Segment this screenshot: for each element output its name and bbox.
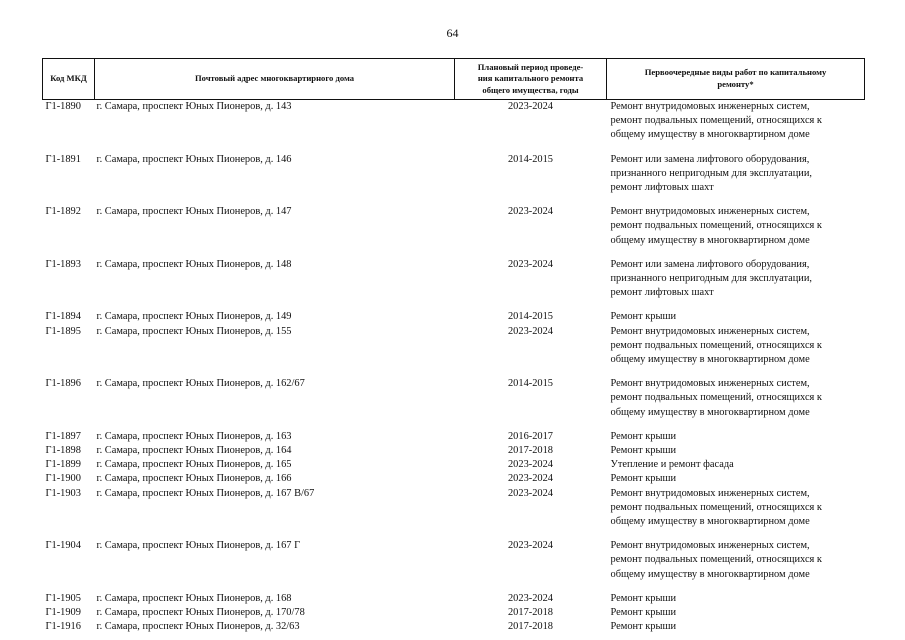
repair-period: 2023-2024 [507,487,554,499]
building-code: Г1-1900 [45,473,81,485]
header-works [607,59,865,100]
repair-period: 2017-2018 [507,621,554,633]
repair-works-line: Ремонт крыши [610,430,677,442]
postal-address: г. Самара, проспект Юных Пионеров, д. 163 [96,430,292,442]
repair-works-line: признанного непригодным для эксплуатации, [610,273,813,285]
postal-address: г. Самара, проспект Юных Пионеров, д. 149 [96,311,292,323]
table-row [43,100,865,153]
building-code: Г1-1903 [45,487,81,499]
repair-works [607,430,865,444]
repair-period: 2023-2024 [507,258,554,270]
table-row [43,377,865,430]
header-works-line: Первоочередные виды работ по капитальному [644,67,827,78]
building-code: Г1-1891 [45,153,81,165]
postal-address: г. Самара, проспект Юных Пионеров, д. 143 [96,101,292,112]
repair-works-line: ремонт подвальных помещений, относящихся к [610,554,822,566]
repair-works-line: общему имуществу в многоквартирном доме [610,354,810,366]
repair-period: 2023-2024 [507,101,554,112]
postal-address: г. Самара, проспект Юных Пионеров, д. 147 [96,206,292,218]
repair-works [607,472,865,486]
repair-works-line: Ремонт внутридомовых инженерных систем, [610,487,810,499]
repair-works-line: Ремонт внутридомовых инженерных систем, [610,540,810,552]
repair-period: 2023-2024 [507,459,554,471]
page-number: 64 [446,26,459,40]
postal-address: г. Самара, проспект Юных Пионеров, д. 166 [96,473,292,485]
repair-period: 2016-2017 [507,430,554,442]
building-code: Г1-1897 [45,430,81,442]
building-code: Г1-1890 [45,101,81,112]
repair-works-line: общему имуществу в многоквартирном доме [610,234,810,246]
repair-works [607,100,865,153]
repair-works [607,606,865,620]
table-row [43,592,865,606]
repair-works-line: общему имуществу в многоквартирном доме [610,568,810,580]
table-row [43,258,865,311]
header-period [455,59,607,100]
postal-address: г. Самара, проспект Юных Пионеров, д. 148 [96,258,292,270]
repair-works [607,539,865,592]
repair-works-line: Ремонт крыши [610,621,677,633]
postal-address: г. Самара, проспект Юных Пионеров, д. 168 [96,592,292,604]
repair-works [607,377,865,430]
building-code: Г1-1892 [45,206,81,218]
repair-works-line: Ремонт внутридомовых инженерных систем, [610,206,810,218]
repair-period: 2014-2015 [507,378,554,390]
repair-works [607,458,865,472]
repair-period: 2023-2024 [507,592,554,604]
repair-works-line: Ремонт внутридомовых инженерных систем, [610,378,810,390]
repair-works-line: ремонт подвальных помещений, относящихся к [610,115,822,127]
repair-registry-table [42,58,865,635]
postal-address: г. Самара, проспект Юных Пионеров, д. 32/63 [96,621,300,633]
postal-address: г. Самара, проспект Юных Пионеров, д. 162/67 [96,378,305,390]
repair-works-line: Ремонт крыши [610,592,677,604]
repair-period: 2014-2015 [507,311,554,323]
repair-works-line: общему имуществу в многоквартирном доме [610,129,810,141]
repair-works-line: общему имуществу в многоквартирном доме [610,516,810,528]
repair-works-line: Утепление и ремонт фасада [610,459,734,471]
table-header-row [43,59,865,100]
table-row [43,444,865,458]
table-row [43,458,865,472]
repair-works-line: Ремонт внутридомовых инженерных систем, [610,101,810,112]
repair-works [607,153,865,206]
repair-period: 2023-2024 [507,473,554,485]
table-row [43,430,865,444]
table-row [43,606,865,620]
building-code: Г1-1895 [45,325,81,337]
building-code: Г1-1899 [45,459,81,471]
repair-period: 2023-2024 [507,540,554,552]
repair-works-line: Ремонт внутридомовых инженерных систем, [610,325,810,337]
repair-works-line: ремонт подвальных помещений, относящихся к [610,339,822,351]
repair-works-line: Ремонт или замена лифтового оборудования, [610,258,810,270]
repair-period: 2023-2024 [507,325,554,337]
table-row [43,472,865,486]
building-code: Г1-1898 [45,445,81,457]
table-row [43,325,865,378]
repair-works-line: ремонт подвальных помещений, относящихся к [610,501,822,513]
building-code: Г1-1893 [45,258,81,270]
repair-works-line: Ремонт крыши [610,473,677,485]
repair-works-line: Ремонт крыши [610,311,677,323]
repair-period: 2017-2018 [507,445,554,457]
repair-works [607,487,865,540]
table-row [43,310,865,324]
repair-period: 2017-2018 [507,607,554,619]
table-row [43,539,865,592]
repair-period: 2023-2024 [507,206,554,218]
header-address: Почтовый адрес многоквартирного дома [95,59,455,100]
table-row [43,620,865,634]
building-code: Г1-1894 [45,311,81,323]
repair-works-line: ремонт подвальных помещений, относящихся к [610,220,822,232]
table-row [43,205,865,258]
postal-address: г. Самара, проспект Юных Пионеров, д. 170/78 [96,607,305,619]
building-code: Г1-1904 [45,540,81,552]
table-row [43,487,865,540]
repair-works [607,444,865,458]
repair-works [607,258,865,311]
repair-works-line: Ремонт или замена лифтового оборудования, [610,153,810,165]
postal-address: г. Самара, проспект Юных Пионеров, д. 155 [96,325,292,337]
postal-address: г. Самара, проспект Юных Пионеров, д. 164 [96,445,292,457]
repair-period: 2014-2015 [507,153,554,165]
header-works-line: ремонту* [717,79,754,89]
building-code: Г1-1896 [45,378,81,390]
postal-address: г. Самара, проспект Юных Пионеров, д. 146 [96,153,292,165]
table-body [43,100,865,635]
repair-works-line: ремонт лифтовых шахт [610,287,714,299]
repair-works-line: общему имуществу в многоквартирном доме [610,406,810,418]
header-period-line: общего имущества, годы [482,84,579,95]
repair-works [607,592,865,606]
postal-address: г. Самара, проспект Юных Пионеров, д. 165 [96,459,292,471]
repair-works-line: Ремонт крыши [610,607,677,619]
building-code: Г1-1905 [45,592,81,604]
repair-works-line: ремонт подвальных помещений, относящихся к [610,392,822,404]
repair-works-line: ремонт лифтовых шахт [610,182,714,194]
repair-works [607,620,865,634]
header-period-line: ния капитального ремонта [477,73,584,84]
postal-address: г. Самара, проспект Юных Пионеров, д. 167 В/67 [96,487,315,499]
repair-works [607,310,865,324]
repair-works-line: Ремонт крыши [610,445,677,457]
repair-works [607,205,865,258]
building-code: Г1-1916 [45,621,81,633]
repair-works [607,325,865,378]
repair-works-line: признанного непригодным для эксплуатации, [610,167,813,179]
postal-address: г. Самара, проспект Юных Пионеров, д. 167 Г [96,540,301,552]
header-code: Код МКД [43,59,95,100]
building-code: Г1-1909 [45,607,81,619]
table-row [43,153,865,206]
header-period-line: Плановый период проведе- [477,61,584,72]
